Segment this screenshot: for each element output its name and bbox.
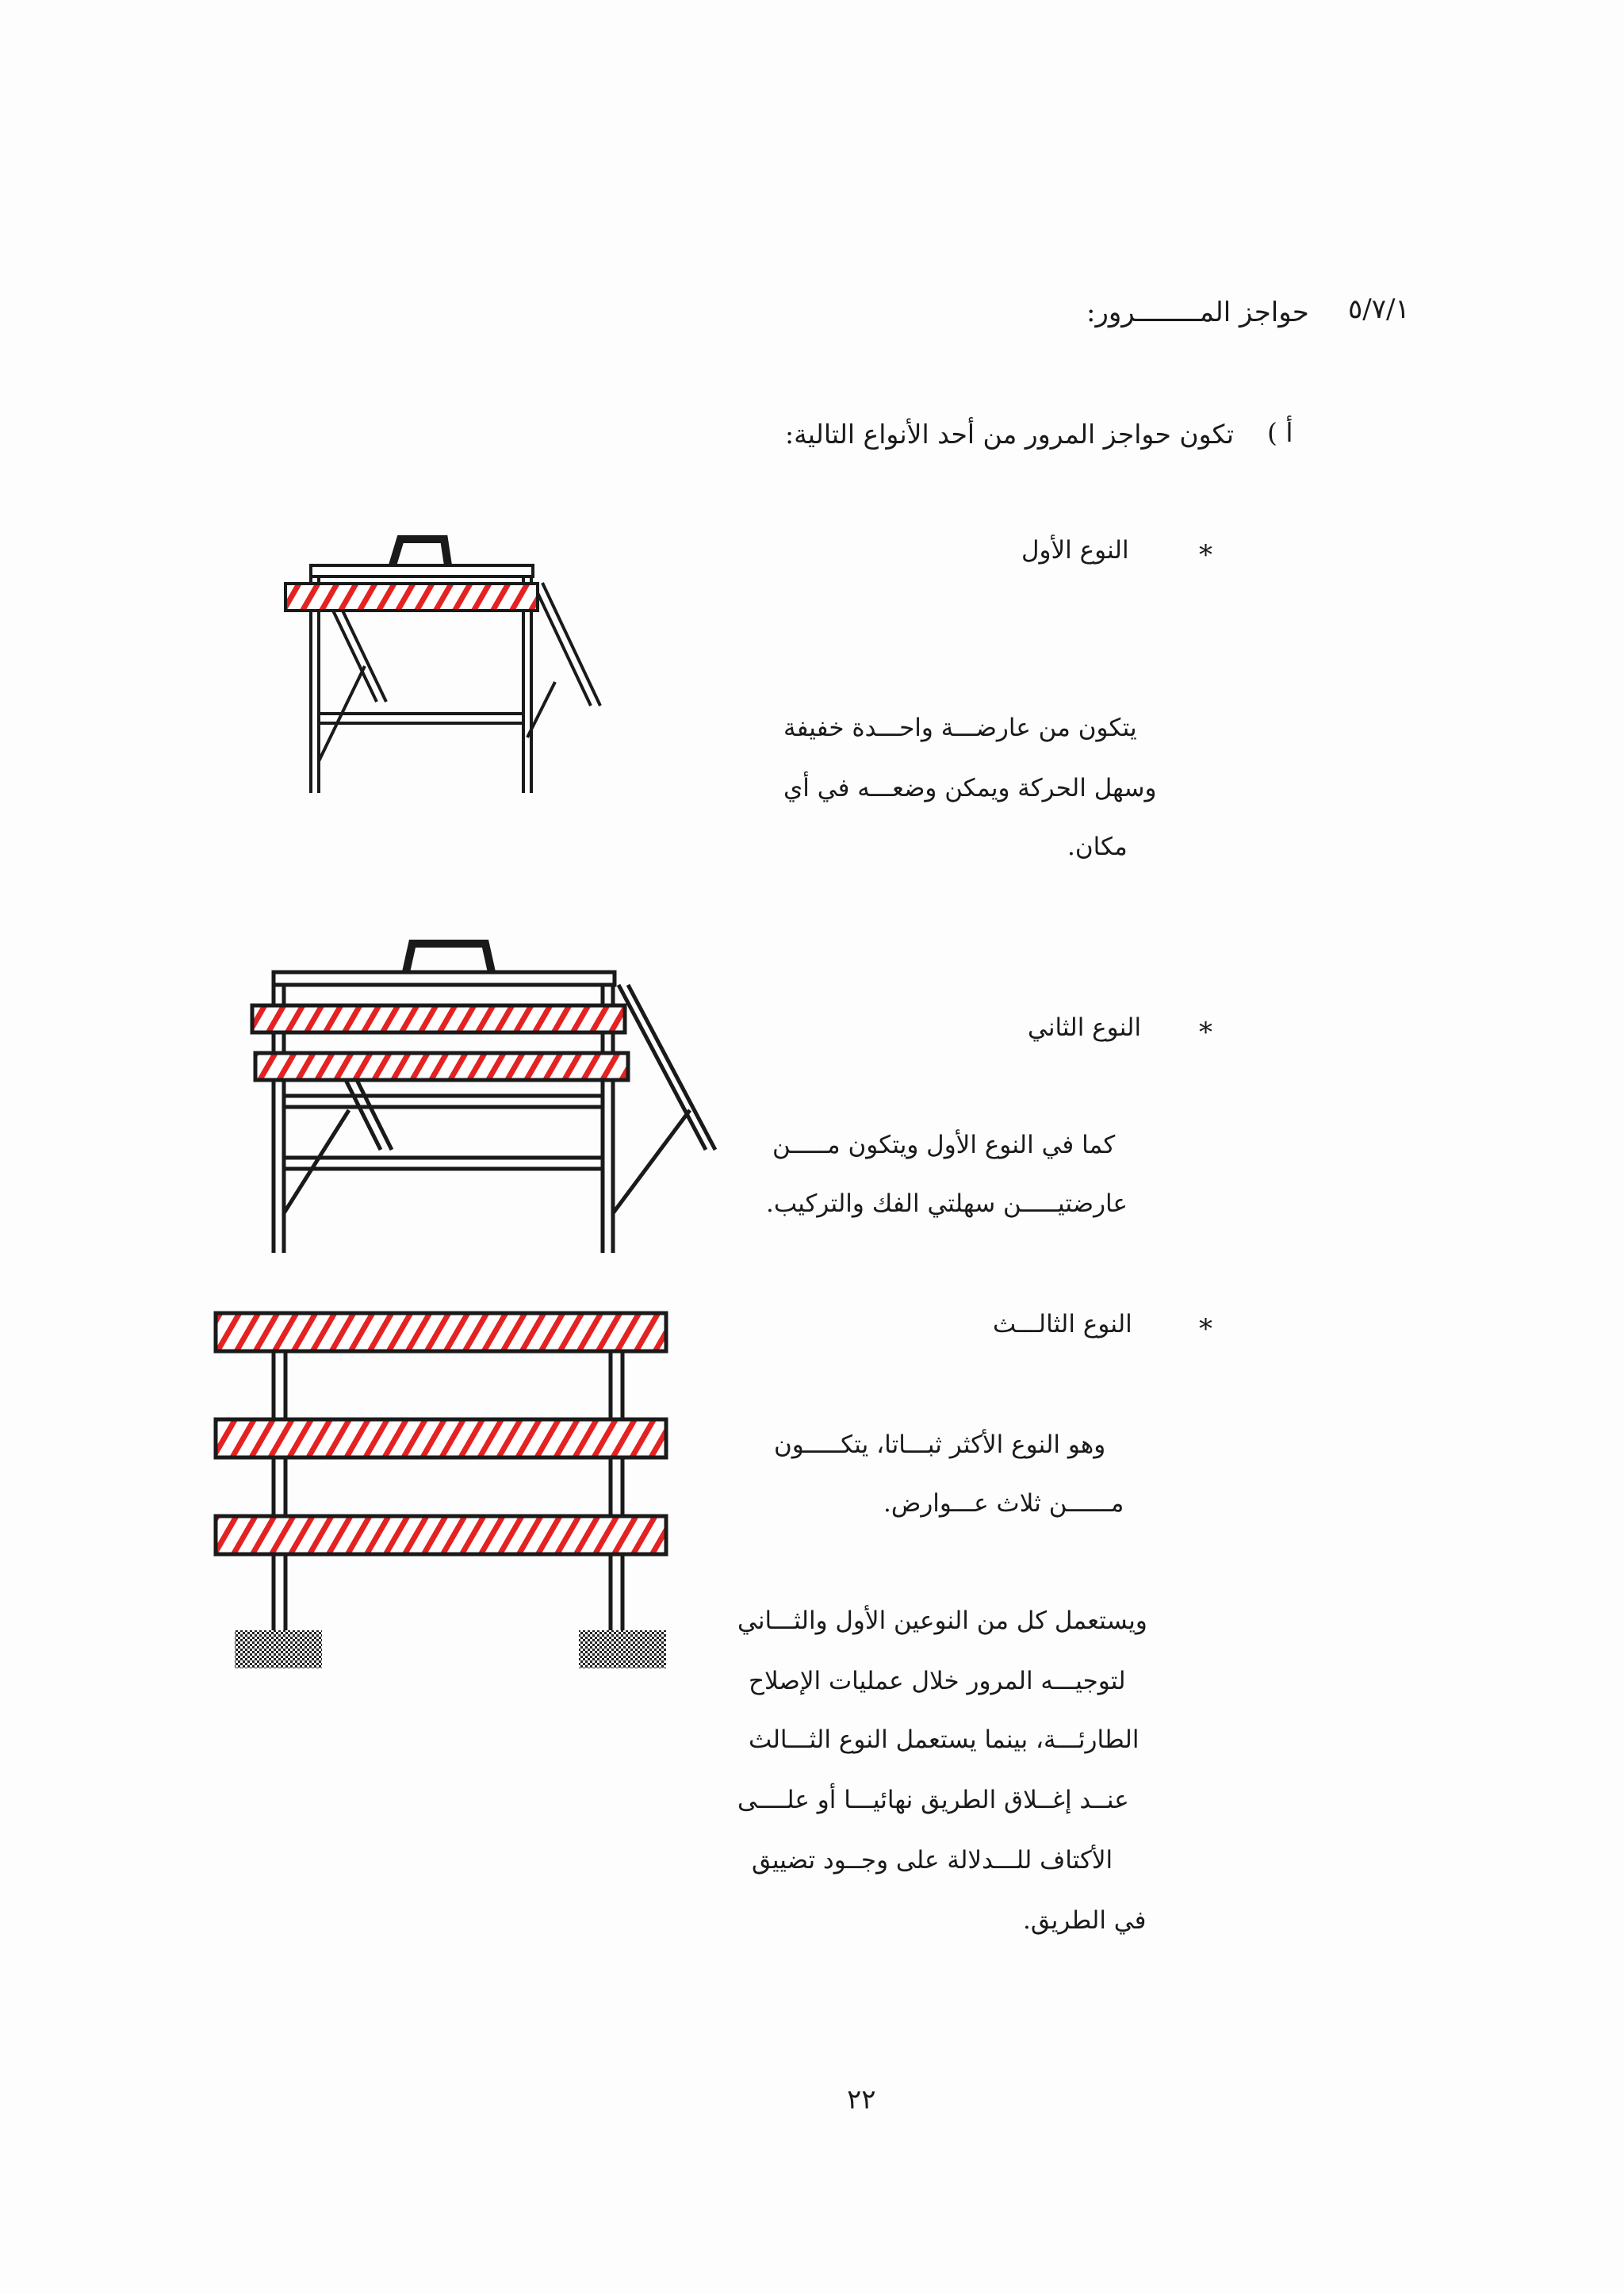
type2-title: النوع الثاني [1028,1013,1142,1042]
usage-line2: لتوجيـــه المرور خلال عمليات الإصلاح [749,1667,1126,1695]
type1-line1: يتكون من عارضـــة واحـــدة خفيفة [783,714,1137,742]
type3-title: النوع الثالـــث [993,1310,1132,1338]
type1-title: النوع الأول [1021,536,1129,565]
rail-type3-top [216,1313,666,1351]
intro-marker: أ ) [1267,417,1293,448]
page-number: ٢٢ [847,2084,876,2116]
base-right [579,1630,666,1668]
usage-line6: في الطريق. [1023,1906,1147,1935]
usage-line3: الطارئـــة، بينما يستعمل النوع الثـــالث [749,1725,1139,1754]
section-number: ٥/٧/١ [1348,293,1410,325]
type1-line2: وسهل الحركة ويمكن وضعـــه في أي [783,774,1157,802]
type3-line1: وهو النوع الأكثر ثبـــاتا، يتكـــــون [774,1430,1106,1459]
intro-text: تكون حواجز المرور من أحد الأنواع التالية: [785,419,1235,450]
type1-bullet: * [1199,539,1212,571]
type1-line3: مكان. [1067,833,1128,861]
rail-type3-middle [216,1419,666,1457]
base-left [235,1630,322,1668]
rail-type3-bottom [216,1516,666,1554]
usage-line4: عنــد إغــلاق الطريق نهائيـــا أو علــــى [737,1786,1129,1814]
type2-line2: عارضتيـــــن سهلتي الفك والتركيب. [766,1189,1128,1218]
usage-line1: ويستعمل كل من النوعين الأول والثـــاني [737,1607,1147,1635]
type3-bullet: * [1199,1313,1212,1345]
type2-line1: كما في النوع الأول ويتكون مـــــن [772,1131,1116,1159]
section-title: حواجز المــــــــرور: [1086,297,1309,328]
type2-bullet: * [1199,1017,1212,1048]
type3-line2: مــــــن ثلاث عـــوارض. [883,1489,1124,1518]
usage-line5: الأكتاف للـــدلالة على وجــود تضييق [752,1846,1113,1875]
